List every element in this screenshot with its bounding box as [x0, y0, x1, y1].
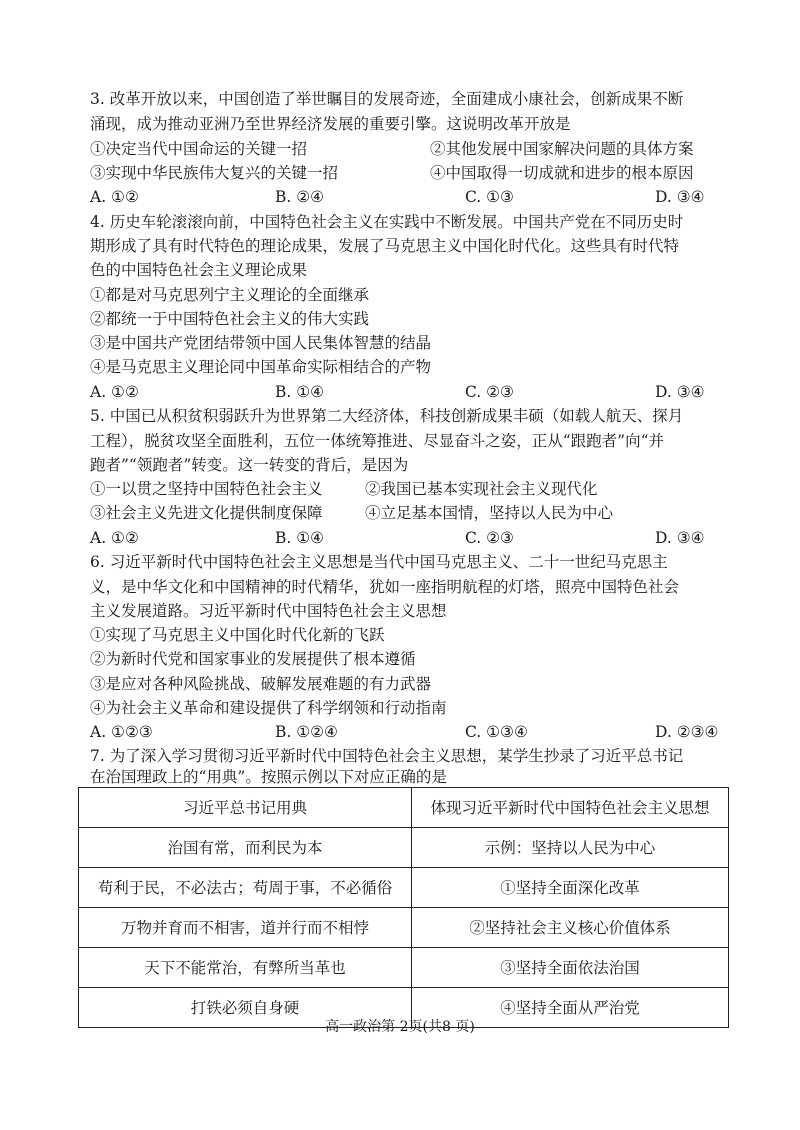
q4-statement-3: ③是中国共产党团结带领中国人民集体智慧的结晶: [90, 334, 432, 352]
q4-choice-b: B. ①④: [275, 383, 325, 401]
q6-choice-b: B. ①②④: [275, 723, 338, 741]
table-row: [79, 948, 729, 988]
q4-statement-4: ④是马克思主义理论同中国革命实际相结合的产物: [90, 358, 432, 376]
q6-choice-a: A. ①②③: [90, 723, 153, 741]
q5-stem-line-3: 跑者”“领跑者”转变。这一转变的背后，是因为: [90, 456, 409, 474]
table-row: [79, 828, 729, 868]
q4-choice-d: D. ③④: [655, 383, 705, 401]
q6-statement-4: ④为社会主义革命和建设提供了科学纲领和行动指南: [90, 699, 447, 717]
page-footer: 高一政治第 2页(共8 页): [325, 1019, 475, 1035]
table-cell-principle: ③坚持全面依法治国: [412, 948, 729, 988]
q4-choice-c: C. ②③: [465, 383, 514, 401]
q6-stem-line-1: 6. 习近平新时代中国特色社会主义思想是当代中国马克思主义、二十一世纪马克思主: [90, 553, 668, 571]
table-cell-quote: 苟利于民，不必法古；苟周于事，不必循俗: [79, 868, 412, 908]
q5-choice-d: D. ③④: [655, 529, 705, 547]
q5-choice-c: C. ②③: [465, 529, 514, 547]
q6-choice-c: C. ①③④: [465, 723, 528, 741]
q6-choice-d: D. ②③④: [655, 723, 719, 741]
table-row: [79, 908, 729, 948]
q3-stem-line-1: 3. 改革开放以来，中国创造了举世瞩目的发展奇迹，全面建成小康社会，创新成果不断: [90, 90, 684, 108]
q4-stem-line-2: 期形成了具有时代特色的理论成果，发展了马克思主义中国化时代化。这些具有时代特: [90, 237, 680, 255]
table-header-cell: 习近平总书记用典: [79, 788, 412, 828]
q5-choice-b: B. ①④: [275, 529, 325, 547]
table-cell-quote: 万物并育而不相害，道并行而不相悖: [79, 908, 412, 948]
q3-stem-line-2: 涌现，成为推动亚洲乃至世界经济发展的重要引擎。这说明改革开放是: [90, 115, 571, 133]
q5-choice-a: A. ①②: [90, 529, 139, 547]
q4-stem-line-3: 色的中国特色社会主义理论成果: [90, 261, 308, 279]
q4-choice-a: A. ①②: [90, 383, 139, 401]
q4-statement-1: ①都是对马克思列宁主义理论的全面继承: [90, 286, 370, 304]
q5-stem-line-1: 5. 中国已从积贫积弱跃升为世界第二大经济体，科技创新成果丰硕（如载人航天、探月: [90, 407, 684, 425]
q6-statement-3: ③是应对各种风险挑战、破解发展难题的有力武器: [90, 675, 432, 693]
q7-stem-line-1: 7. 为了深入学习贯彻习近平新时代中国特色社会主义思想，某学生抄录了习近平总书记: [90, 747, 684, 765]
q5-statement-1: ①一以贯之坚持中国特色社会主义: [90, 480, 323, 498]
table-cell-principle: ①坚持全面深化改革: [412, 868, 729, 908]
q3-choice-b: B. ②④: [275, 188, 325, 206]
table-header-cell: 体现习近平新时代中国特色社会主义思想: [412, 788, 729, 828]
table-cell-principle: 示例：坚持以人民为中心: [412, 828, 729, 868]
table-row: [79, 868, 729, 908]
q7-stem-line-2: 在治国理政上的“用典”。按照示例以下对应正确的是: [90, 768, 447, 786]
q5-statement-2: ②我国已基本实现社会主义现代化: [365, 480, 598, 498]
q5-stem-line-2: 工程），脱贫攻坚全面胜利，五位一体统筹推进、尽显奋斗之姿，正从“跟跑者”向“并: [90, 432, 665, 450]
q3-choice-c: C. ①③: [465, 188, 514, 206]
q3-statement-3: ③实现中华民族伟大复兴的关键一招: [90, 164, 339, 182]
q5-statement-4: ④立足基本国情，坚持以人民为中心: [365, 504, 614, 522]
q4-stem-line-1: 4. 历史车轮滚滚向前，中国特色社会主义在实践中不断发展。中国共产党在不同历史时: [90, 213, 684, 231]
q5-statement-3: ③社会主义先进文化提供制度保障: [90, 504, 323, 522]
q7-quotes-table: [78, 787, 729, 1028]
q3-choice-d: D. ③④: [655, 188, 705, 206]
table-cell-quote: 天下不能常治，有弊所当革也: [79, 948, 412, 988]
q3-statement-2: ②其他发展中国家解决问题的具体方案: [430, 140, 694, 158]
table-cell-principle: ④坚持全面从严治党: [412, 988, 729, 1028]
q4-statement-2: ②都统一于中国特色社会主义的伟大实践: [90, 310, 370, 328]
q6-stem-line-3: 主义发展道路。习近平新时代中国特色社会主义思想: [90, 602, 447, 620]
q3-statement-1: ①决定当代中国命运的关键一招: [90, 140, 308, 158]
table-cell-quote: 治国有常，而利民为本: [79, 828, 412, 868]
q3-choice-a: A. ①②: [90, 188, 139, 206]
q6-stem-line-2: 义，是中华文化和中国精神的时代精华，犹如一座指明航程的灯塔，照亮中国特色社会: [90, 578, 680, 596]
q6-statement-1: ①实现了马克思主义中国化时代化新的飞跃: [90, 626, 385, 644]
q3-statement-4: ④中国取得一切成就和进步的根本原因: [430, 164, 694, 182]
table-cell-quote: 打铁必须自身硬: [79, 988, 412, 1028]
table-cell-principle: ②坚持社会主义核心价值体系: [412, 908, 729, 948]
q6-statement-2: ②为新时代党和国家事业的发展提供了根本遵循: [90, 650, 416, 668]
table-header-row: [79, 788, 729, 828]
